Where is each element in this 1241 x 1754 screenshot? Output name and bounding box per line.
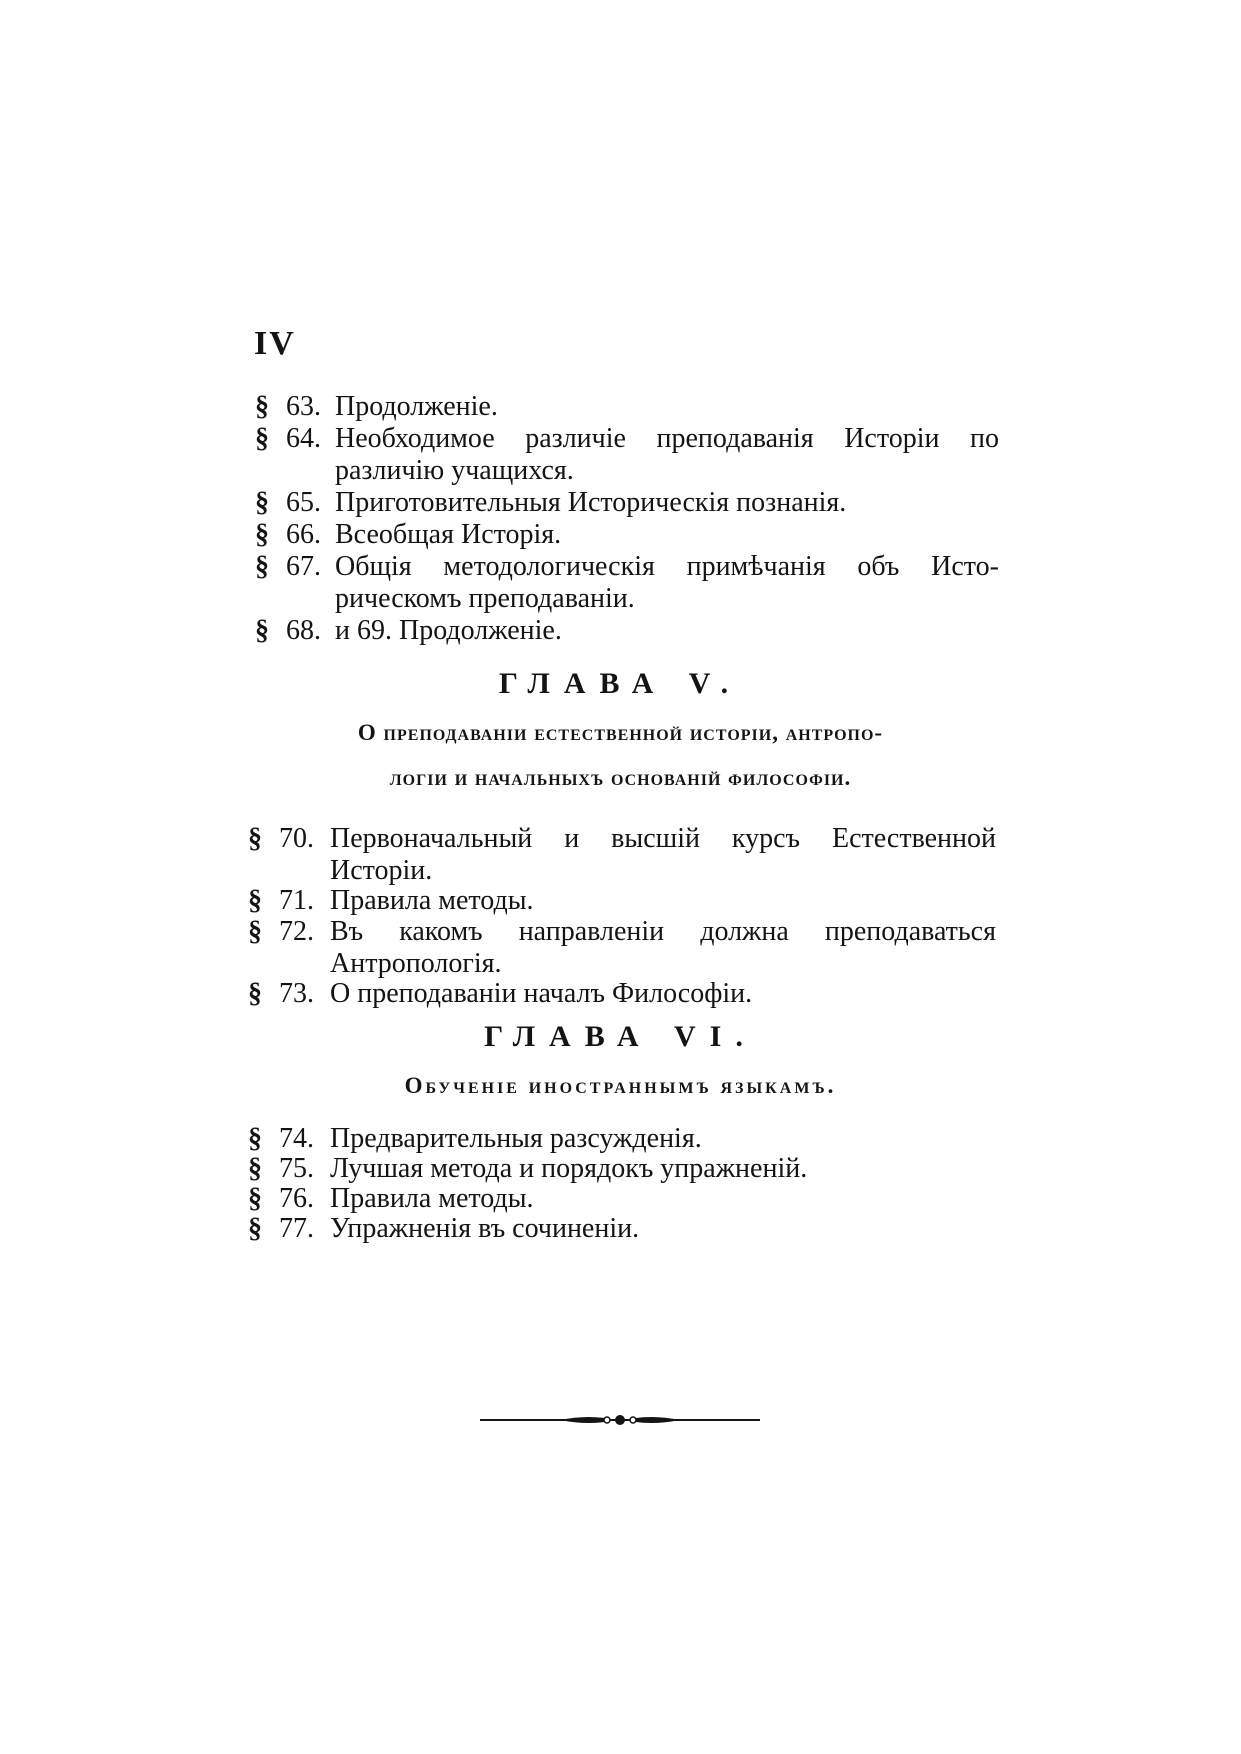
toc-entry-title: Правила методы. [330, 885, 534, 916]
chapter-6-subtitle: Обученіе иностраннымъ языкамъ. [404, 1073, 837, 1098]
toc-entry-title: Всеобщая Исторія. [335, 519, 562, 550]
section-number: § 73. [248, 978, 314, 1009]
toc-entry-title: Предварительныя разсужденія. [330, 1123, 702, 1154]
toc-entry [248, 978, 996, 1009]
toc-entry [255, 615, 999, 647]
section-sign: § [248, 1183, 262, 1214]
section-sign: § [248, 885, 262, 916]
toc-entry-title-continued: различію учащихся. [335, 455, 574, 486]
toc-entry [248, 1183, 898, 1213]
section-number: § 67. [255, 551, 321, 582]
toc-entry [248, 1213, 898, 1243]
page-number: IV [254, 325, 296, 362]
toc-entry [255, 551, 999, 615]
section-number: § 63. [255, 391, 321, 422]
section-sign: § [248, 978, 262, 1009]
toc-entry [248, 1153, 898, 1183]
toc-list-chapter-5 [0, 823, 1241, 1009]
toc-entry [248, 1123, 898, 1153]
section-number: § 66. [255, 519, 321, 550]
toc-entry [248, 916, 996, 978]
section-sign: § [248, 823, 262, 854]
toc-entry [255, 487, 999, 519]
chapter-5-subtitle-line-2: логіи и начальныхъ основаній философіи. [389, 765, 852, 790]
section-sign: § [255, 423, 269, 454]
toc-entry-title: Первоначальный и высшій курсъ Естественной [330, 823, 996, 854]
section-sign: § [248, 1123, 262, 1154]
section-number: § 72. [248, 916, 314, 947]
toc-entry [248, 823, 996, 885]
toc-entry-title-continued: Антропологія. [330, 948, 502, 979]
toc-entry-title: Упражненія въ сочиненіи. [330, 1213, 640, 1244]
toc-entry [248, 885, 996, 916]
toc-entry-title-continued: рическомъ преподаваніи. [335, 583, 635, 614]
toc-entry-title: Продолженіе. [335, 391, 498, 422]
toc-list-chapter-6 [0, 1123, 1241, 1243]
section-number: § 74. [248, 1123, 314, 1154]
toc-entry-title: Общія методологическія примѣчанія объ Исто- [335, 551, 999, 582]
section-number: § 65. [255, 487, 321, 518]
toc-entry-title: Правила методы. [330, 1183, 534, 1214]
toc-list-chapter-4 [0, 391, 1241, 647]
section-number: § 68. [255, 615, 321, 646]
section-sign: § [255, 551, 269, 582]
toc-entry-title: Лучшая метода и порядокъ упражненій. [330, 1153, 808, 1184]
toc-entry-title: Необходимое различіе преподаванія Исторіи по [335, 423, 999, 454]
section-number: § 71. [248, 885, 314, 916]
section-number: § 75. [248, 1153, 314, 1184]
section-sign: § [248, 1213, 262, 1244]
section-sign: § [248, 916, 262, 947]
section-number: § 70. [248, 823, 314, 854]
toc-entry [255, 519, 999, 551]
toc-entry-title: О преподаваніи началъ Философіи. [330, 978, 753, 1009]
section-sign: § [248, 1153, 262, 1184]
section-number: § 64. [255, 423, 321, 454]
toc-entry-title: и 69. Продолженіе. [335, 615, 562, 646]
toc-entry-title-continued: Исторіи. [330, 855, 433, 886]
toc-entry-title: Въ какомъ направленіи должна преподаваться [330, 916, 996, 947]
chapter-5-subtitle-line-1: О преподаваніи естественной исторіи, антропо- [357, 720, 884, 745]
chapter-5-heading: ГЛАВА V. [498, 667, 743, 700]
chapter-6-heading: ГЛАВА VI. [484, 1020, 757, 1053]
section-sign: § [255, 615, 269, 646]
end-ornament [480, 1410, 760, 1430]
section-sign: § [255, 487, 269, 518]
toc-entry-title: Приготовительныя Историческія познанія. [335, 487, 847, 518]
toc-entry [255, 423, 999, 487]
section-sign: § [255, 391, 269, 422]
section-sign: § [255, 519, 269, 550]
toc-entry [255, 391, 999, 423]
section-number: § 76. [248, 1183, 314, 1214]
section-number: § 77. [248, 1213, 314, 1244]
